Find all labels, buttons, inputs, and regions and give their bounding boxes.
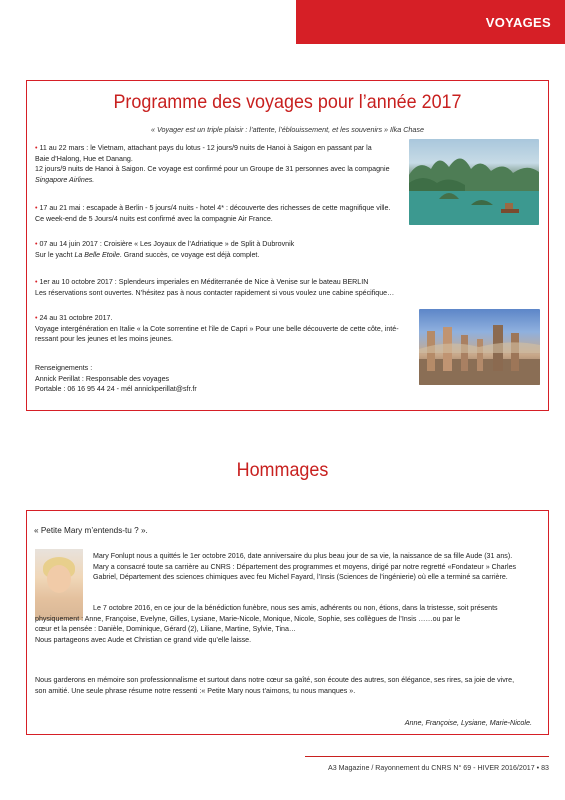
page-footer: A3 Magazine / Rayonnement du CNRS N° 69 - HIVER 2016/2017 • 83 (327, 764, 549, 772)
hommages-paragraph-1: Mary Fonlupt nous a quittés le 1er octobre 2016, date anniversaire du plus beau jour de sa vie, la naissance de sa fille Aude (31 ans). Mary a consacré toute sa carrière au CNRS : Département des programmes et moyens, dirigé par notre regretté «Fondateur » Charles Gabriel, Département des sciences chimiques avec feu Michel Fayard, l’Insis (Sciences de l’ingénierie) où elle a terminé sa carrière. (93, 552, 517, 581)
trip-berlin: • 17 au 21 mai : escapade à Berlin - 5 jours/4 nuits - hotel 4* : découverte des richesses de cette magnifique ville. Ce week-end de 5 Jours/4 nuits est confirmé avec la compagnie Air France. (35, 204, 391, 223)
contact-phone-email: Portable : 06 16 95 44 24 - mél annickperillat@sfr.fr (35, 385, 197, 393)
footer-divider (305, 756, 549, 757)
halong-bay-illustration (409, 139, 539, 225)
trip-mediterranee: • 1er au 10 octobre 2017 : Splendeurs imperiales en Méditerranée de Nice à Venise sur le bateau BERLIN Les réservations sont ouvertes. N’hésitez pas à nous contacter rapidement si vous voulez une cabine spécifique… (35, 278, 395, 297)
section-tab (296, 0, 565, 44)
bullet-icon: • (35, 278, 38, 286)
contact-info: Renseignements : Annick Perillat : Responsable des voyages Portable : 06 16 95 44 24 - mél annickperillat@sfr.fr (35, 364, 197, 393)
bullet-icon: • (35, 204, 38, 212)
bullet-icon: • (35, 144, 38, 152)
hommages-quote: « Petite Mary m’entends-tu ? ». (34, 526, 148, 535)
trip-italie: • 24 au 31 octobre 2017. Voyage intergénération en Italie « la Cote sorrentine et l’ile de Capri » Pour une belle découverte de cette côte, inté- ressant pour les jeunes et les moins jeunes. (35, 314, 399, 343)
hommages-paragraph-3: Nous garderons en mémoire son professionnalisme et surtout dans notre cœur sa gaîté, son écoute des autres, son élégance, ses rires, sa joie de vivre, son amitié. Une seule phrase résume notre ressenti :« Petite Mary nous t’aimons, tu nous manques ». (35, 676, 515, 695)
hommages-title: Hommages (236, 459, 329, 481)
ruins-photo (419, 309, 540, 385)
ruins-illustration (419, 309, 540, 385)
hommages-signature: Anne, Françoise, Lysiane, Marie-Nicole. (404, 718, 532, 727)
trip-vietnam: • 11 au 22 mars : le Vietnam, attachant pays du lotus - 12 jours/9 nuits de Hanoi à Saigon en passant par la Baie d’Halong, Hue et Danang. 12 jours/9 nuits de Hanoi à Saigon. Ce voyage est confirmé pour un Groupe de 31 personnes avec la compagnie Singapore Airlines. (35, 144, 390, 184)
hommages-box (26, 510, 549, 735)
voyages-title: Programme des voyages pour l’année 2017 (113, 91, 462, 113)
trip-adriatique: • 07 au 14 juin 2017 : Croisière « Les Joyaux de l’Adriatique » de Split à Dubrovnik Sur le yacht La Belle Etoile. Grand succès, ce voyage est déjà complet. (35, 240, 295, 259)
voyages-quote: « Voyager est un triple plaisir : l’attente, l’éblouissement, et les souvenirs » Ilka Chase (151, 125, 424, 134)
bullet-icon: • (35, 314, 38, 322)
hommages-paragraph-2: Le 7 octobre 2016, en ce jour de la bénédiction funèbre, nous ses amis, adhérents ou non, étions, dans la tristesse, soit présents physiquement : Anne, Françoise, Evelyne, Gilles, Lysiane, Marie-Nicole, Monique, Nicole, Sophie, ses collègues de l’Insis ……ou par le cœur et la pensée : Danièle, Dominique, Gérard (2), Liliane, Martine, Sylvie, Tina… Nous partageons avec Aude et Christian ce grand vide qu’elle laisse. (35, 604, 498, 644)
voyages-box (26, 80, 549, 411)
bullet-icon: • (35, 240, 38, 248)
section-label: VOYAGES (485, 14, 551, 30)
halong-bay-photo (409, 139, 539, 225)
